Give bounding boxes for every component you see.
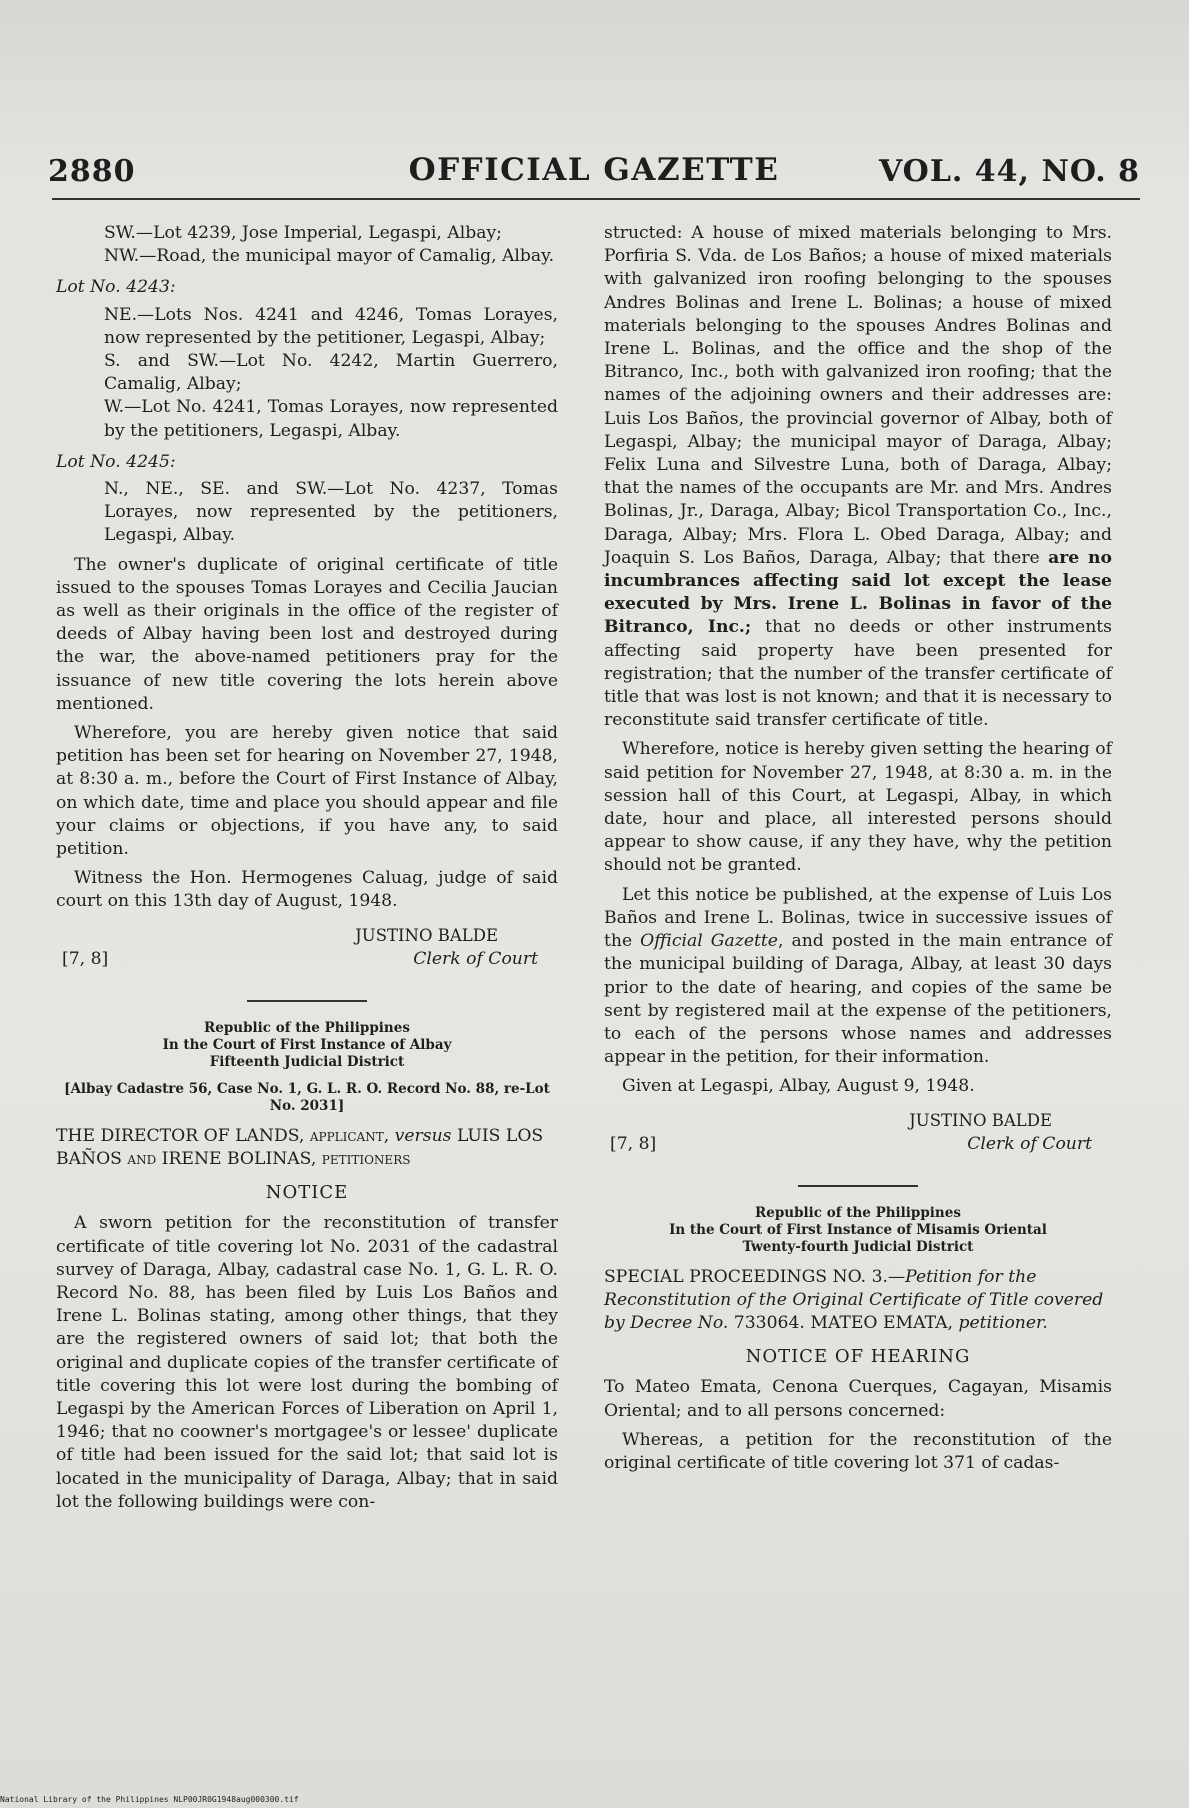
court-line: In the Court of First Instance of Misamis Oriental	[669, 1221, 1047, 1238]
notice-heading: NOTICE	[265, 1182, 349, 1204]
special-proceedings-caption: SPECIAL PROCEEDINGS NO. 3.—Petition for the Reconstitution of the Original Certificate of Title covered by Decree No. 733064. MATEO EMATA, petitioner.	[604, 1266, 1104, 1333]
case-reference: [Albay Cadastre 56, Case No. 1, G. L. R. O. Record No. 88, re-Lot No. 2031]	[64, 1080, 550, 1114]
body-paragraph: Wherefore, you are hereby given notice that said petition has been set for hearing on November 27, 1948, at 8:30 a. m., before the Court of First Instance of Albay, on which date, time and place you should appear and file your claims or objections, if you have any, to said petition.	[56, 723, 558, 860]
right-column	[604, 222, 1112, 1475]
body-paragraph: The owner's duplicate of original certificate of title issued to the spouses Tomas Lorayes and Cecilia Jaucian as well as their originals in the office of the register of deeds of Albay having been lost and destroyed during the war, the above-named petitioners pray for the issuance of new title covering the lots herein above mentioned.	[56, 554, 558, 714]
scan-label: National Library of the Philippines NLP00JR0G1948aug000300.tif	[0, 1795, 299, 1804]
left-column	[56, 222, 558, 1514]
case-parties: THE DIRECTOR OF LANDS, applicant, versus LUIS LOS BAÑOS and IRENE BOLINAS, petitioners	[56, 1125, 544, 1169]
body-paragraph: Witness the Hon. Hermogenes Caluag, judge of said court on this 13th day of August, 1948.	[56, 868, 558, 912]
issue-reference: [7, 8]	[610, 1133, 657, 1154]
page-header	[48, 150, 1140, 200]
section-divider	[798, 1185, 918, 1187]
publication-title: OFFICIAL GAZETTE	[408, 152, 780, 188]
boundary-line: NE.—Lots Nos. 4241 and 4246, Tomas Lorayes, now represented by the petitioner, Legaspi, Albay;	[104, 304, 558, 348]
boundary-line: SW.—Lot 4239, Jose Imperial, Legaspi, Albay;	[104, 223, 502, 243]
body-paragraph: To Mateo Emata, Cenona Cuerques, Cagayan, Misamis Oriental; and to all persons concerned:	[604, 1377, 1112, 1421]
lot-heading: Lot No. 4245:	[56, 451, 176, 472]
court-line: Republic of the Philippines	[204, 1019, 410, 1036]
body-paragraph: Wherefore, notice is hereby given setting the hearing of said petition for November 27, 1948, at 8:30 a. m. in the session hall of this Court, at Legaspi, Albay, in which date, hour and place, all interested persons should appear to show cause, if any they have, why the petition should not be granted.	[604, 739, 1112, 876]
boundary-line: N., NE., SE. and SW.—Lot No. 4237, Tomas Lorayes, now represented by the petitioners, Legaspi, Albay.	[104, 479, 558, 546]
body-paragraph: structed: A house of mixed materials belonging to Mrs. Porfiria S. Vda. de Los Baños; a house of mixed materials with galvanized iron roofing belonging to the spouses Andres Bolinas and Irene L. Bolinas; a house of mixed materials belonging to the spouses Andres Bolinas and Irene L. Bolinas, and the office and the shop of the Bitranco, Inc., both with galvanized iron roofing; that the names of the adjoining owners and their addresses are: Luis Los Baños, the provincial governor of Albay, both of Legaspi, Albay; the municipal mayor of Daraga, Albay; Felix Luna and Silvestre Luna, both of Daraga, Albay; that the names of the occupants are Mr. and Mrs. Andres Bolinas, Jr., Daraga, Albay; Bicol Transportation Co., Inc., Daraga, Albay; Mrs. Flora L. Obed Daraga, Albay; and Joaquin S. Los Baños, Daraga, Albay; that there are no incumbrances affecting said lot except the lease executed by Mrs. Irene L. Bolinas in favor of the Bitranco, Inc.; that no deeds or other instruments affecting said property have been presented for registration; that the number of the transfer certificate of title that was lost is not known; and that it is necessary to reconstitute said transfer certificate of title.	[604, 223, 1112, 731]
signatory-title: Clerk of Court	[413, 948, 538, 969]
boundary-line: S. and SW.—Lot No. 4242, Martin Guerrero, Camalig, Albay;	[104, 351, 558, 395]
court-line: Republic of the Philippines	[755, 1204, 961, 1221]
body-paragraph: Let this notice be published, at the expense of Luis Los Baños and Irene L. Bolinas, twice in successive issues of the Official Gazette, and posted in the main entrance of the municipal building of Daraga, Albay, at least 30 days prior to the date of hearing, and copies of the same be sent by registered mail at the expense of the petitioners, to each of the persons whose names and addresses appear in the petition, for their information.	[604, 884, 1112, 1068]
boundary-line: NW.—Road, the municipal mayor of Camalig, Albay.	[104, 246, 555, 267]
body-paragraph: A sworn petition for the reconstitution of transfer certificate of title covering lot No. 2031 of the cadastral survey of Daraga, Albay, cadastral case No. 1, G. L. R. O. Record No. 88, has been filed by Luis Los Baños and Irene L. Bolinas stating, among other things, that they are the registered owners of said lot; that both the original and duplicate copies of the transfer certificate of title covering this lot were lost during the bombing of Legaspi by the American Forces of Liberation on April 1, 1946; that no coowner's mortgagee's or lessee' duplicate of title had been issued for the said lot; that said lot is located in the municipality of Daraga, Albay; that in said lot the following buildings were con-	[56, 1213, 558, 1512]
header-rule	[52, 198, 1140, 200]
page-number: 2880	[48, 154, 136, 189]
body-paragraph: Given at Legaspi, Albay, August 9, 1948.	[622, 1076, 975, 1097]
signatory-name: JUSTINO BALDE	[909, 1110, 1052, 1130]
court-caption	[604, 1205, 1112, 1256]
body-paragraph: Whereas, a petition for the reconstitution of the original certificate of title covering lot 371 of cadas-	[604, 1429, 1112, 1473]
lot-heading: Lot No. 4243:	[56, 277, 176, 298]
court-caption	[56, 1020, 558, 1071]
issue-reference: [7, 8]	[62, 948, 109, 969]
volume-number: VOL. 44, NO. 8	[878, 154, 1140, 189]
boundary-line: W.—Lot No. 4241, Tomas Lorayes, now represented by the petitioners, Legaspi, Albay.	[104, 397, 558, 441]
court-line: Fifteenth Judicial District	[209, 1053, 405, 1070]
signatory-title: Clerk of Court	[967, 1133, 1092, 1154]
signatory-name: JUSTINO BALDE	[355, 925, 498, 945]
signature-block	[604, 1109, 1112, 1163]
signature-block	[56, 924, 558, 978]
court-line: In the Court of First Instance of Albay	[162, 1036, 452, 1053]
notice-heading: NOTICE OF HEARING	[745, 1346, 971, 1368]
court-line: Twenty-fourth Judicial District	[742, 1238, 974, 1255]
section-divider	[247, 1000, 367, 1002]
